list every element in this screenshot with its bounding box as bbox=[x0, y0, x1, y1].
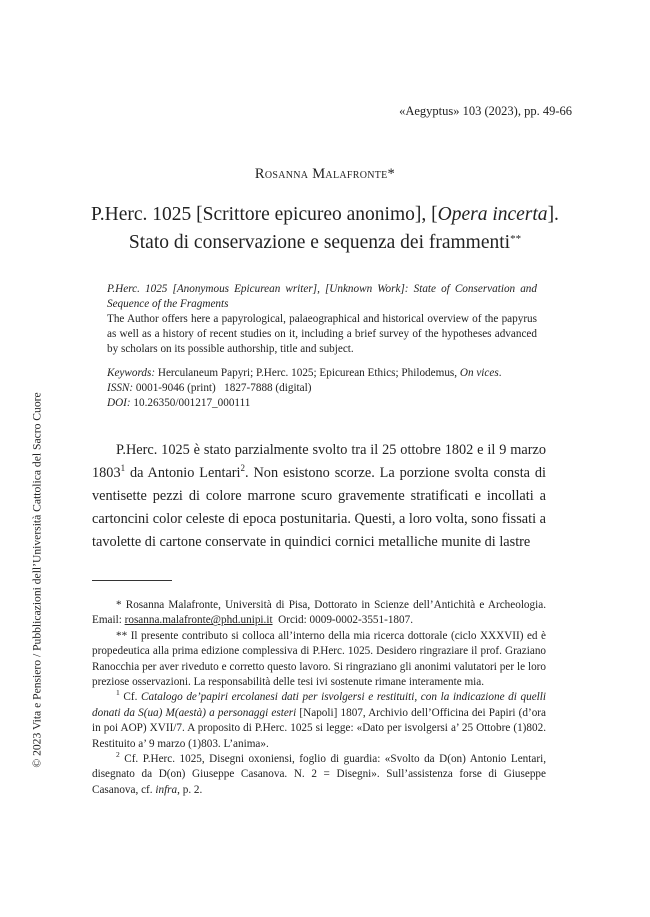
issn-line bbox=[107, 381, 547, 396]
title-part: Stato di conservazione e sequenza dei frammenti bbox=[128, 232, 511, 253]
title-note-mark: ** bbox=[510, 233, 522, 245]
title-italic: Opera incerta bbox=[437, 204, 548, 225]
footnote-author bbox=[92, 598, 546, 629]
body-paragraph bbox=[92, 439, 546, 554]
body-span: P.Herc. 1025 è stato parzialmente svolto tra il 25 ottobre 1802 e il 9 marzo 1803 bbox=[92, 442, 546, 481]
keywords-line bbox=[107, 366, 547, 381]
article-metadata bbox=[107, 366, 547, 411]
footnote-span: , p. 2. bbox=[177, 783, 203, 796]
footnote-span: * Rosanna Malafronte, Università di Pisa, Dottorato in Scienze dell’Antichità e Archeologia. Email: bbox=[92, 599, 546, 627]
email-link[interactable]: rosanna.malafronte@phd.unipi.it bbox=[124, 614, 273, 627]
footnote-span: [Napoli] 1807, Archivio dell’Officina dei Papiri (d’ora in poi AOP) XVII/7. A proposito di P.Herc. 1025 si legge: «Dato per isvolgersi a’ 25 Ottobre (1)802. Restituito a’ 9 marzo (1)803. L’anima». bbox=[92, 706, 546, 750]
doi-value: 10.26350/001217_000111 bbox=[130, 397, 251, 409]
footnote-italic: Catalogo de’papiri ercolanesi dati per isvolgersi e restituiti, con la indicazione di quelli donati da S(ua) M(aestà) a personaggi esteri bbox=[92, 691, 547, 719]
footnote-ref[interactable]: 2 bbox=[240, 463, 246, 473]
title-part: P.Herc. 1025 [Scrittore epicureo anonimo], [ bbox=[91, 204, 438, 225]
body-span: da Antonio Lentari bbox=[125, 465, 241, 481]
english-title: P.Herc. 1025 [Anonymous Epicurean writer], [Unknown Work]: State of Conservation and Sequence of the Fragments bbox=[107, 283, 537, 310]
footnote-ref[interactable]: 1 bbox=[120, 463, 126, 473]
footnote-2 bbox=[92, 752, 546, 798]
footnote-span: Orcid: 0009-0002-3551-1807. bbox=[272, 614, 414, 627]
footnote-span: Cf. P.Herc. 1025, Disegni oxoniensi, foglio di guardia: «Svolto da D(on) Antonio Lentari, disegnato da D(on) Giuseppe Casanova. N. 2 = Disegni». Sull’assistenza forse di Giuseppe Casanova, cf. bbox=[92, 753, 546, 796]
keywords-end: . bbox=[498, 367, 502, 379]
article-title bbox=[40, 203, 610, 255]
abstract bbox=[107, 282, 537, 357]
keywords-value: Herculaneum Papyri; P.Herc. 1025; Epicurean Ethics; Philodemus, bbox=[155, 367, 460, 379]
author-name: Rosanna Malafronte* bbox=[254, 166, 396, 182]
keywords-italic: On vices bbox=[459, 367, 499, 379]
footnote-ack: ** Il presente contributo si colloca all’interno della mia ricerca dottorale (ciclo XXXVII) ed è propedeutica alla prima edizione complessiva di P.Herc. 1025. Desidero ringraziare il prof. Graziano Ranocchia per aver riveduto e corretto questo lavoro. Si ringraziano gli anonimi valutatori per le loro preziose osservazioni. La responsabilità delle tesi ivi sostenute rimane interamente mia. bbox=[92, 629, 546, 689]
footnote-1 bbox=[92, 690, 546, 752]
keywords-label: Keywords: bbox=[107, 367, 156, 379]
body-text bbox=[92, 439, 546, 554]
journal-reference: «Aegyptus» 103 (2023), pp. 49-66 bbox=[399, 104, 572, 118]
footnote-span: Cf. bbox=[119, 691, 142, 704]
abstract-text: The Author offers here a papyrological, palaeographical and historical overview of the papyrus as well as a history of recent studies on it, including a brief survey of the hypotheses advanced by scholars on its possible authorship, title and subject. bbox=[107, 313, 537, 355]
copyright-sidebar bbox=[30, 365, 44, 795]
issn-value: 0001-9046 (print) 1827-7888 (digital) bbox=[133, 382, 312, 394]
footnote-number: 2 bbox=[116, 750, 120, 760]
footnote-number: 1 bbox=[116, 688, 120, 698]
footnote-italic: infra bbox=[155, 783, 178, 796]
copyright-text: © 2023 Vita e Pensiero / Pubblicazioni dell’Università Cattolica del Sacro Cuore bbox=[30, 392, 44, 768]
doi-line bbox=[107, 396, 547, 411]
footnotes bbox=[92, 598, 546, 798]
footnote-separator bbox=[92, 580, 172, 581]
body-span: . Non esistono scorze. La porzione svolta consta di ventisette pezzi di colore marrone scuro gravemente stratificati e incollati a cartoncini color celeste di epoca postunitaria. Questi, a loro volta, sono fissati a tavolette di cartone conservate in quindici cornici metalliche munite di lastre bbox=[92, 465, 546, 550]
doi-label: DOI: bbox=[107, 397, 131, 409]
issn-label: ISSN: bbox=[107, 382, 134, 394]
title-part: ]. bbox=[547, 204, 559, 225]
